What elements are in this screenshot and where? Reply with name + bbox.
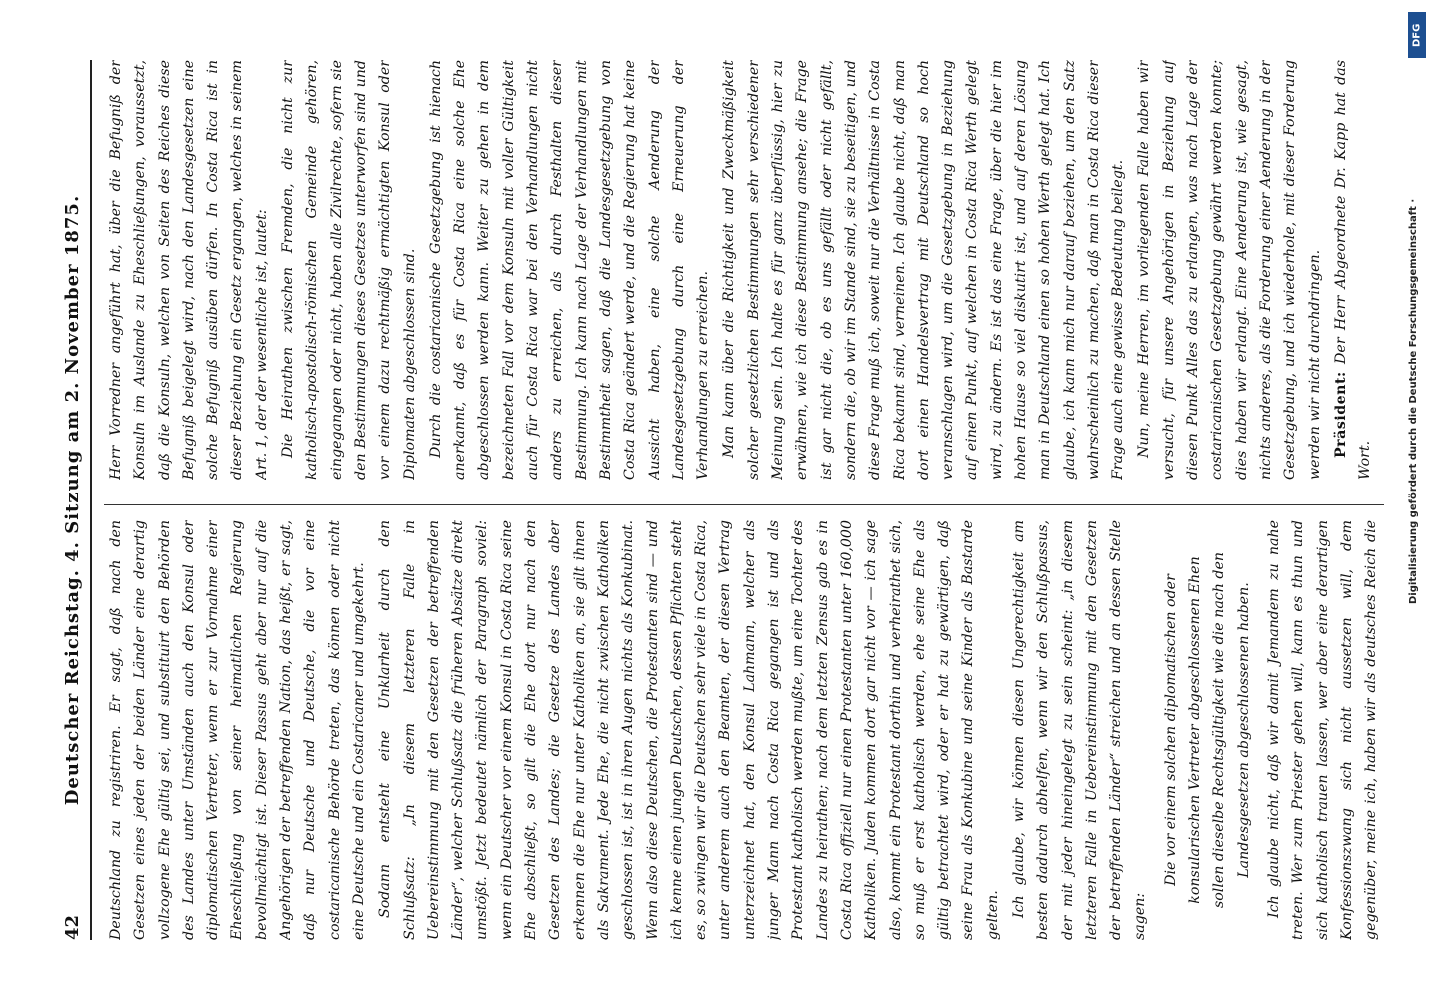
text-paragraph: Die Heirathen zwischen Fremden, die nicht zur katholisch-apostolisch-römischen Gemeinde gehören, eingegangen oder nicht, haben alle Zivilrechte, sofern sie den Bestimmungen dieses Gesetzes unterworfen sind und vor einem dazu rechtmäßig ermächtigten Konsul oder Diplomaten abgeschlossen sind.: [280, 60, 418, 480]
dfg-sidebar: [1406, 12, 1428, 992]
text-paragraph: Man kann über die Richtigkeit und Zweckmäßigkeit solcher gesetzlichen Bestimmungen sehr verschiedener Meinung sein. Ich halte es für ganz überflüssig, hier zu erwähnen, wie ich diese Bestimmung ansehe; die Frage ist gar nicht die, ob es uns gefällt oder nicht gefällt, sondern die, ob wir im Stande sind, sie zu beseitigen, und diese Frage muß ich, soweit nur die Verhältnisse in Costa Rica bekannt sind, verneinen. Ich glaube nicht, daß man dort einen Handelsvertrag mit Deutschland so hoch veranschlagen wird, um die Gesetzgebung in Beziehung auf einen Punkt, auf welchen in Costa Rica Werth gelegt wird, zu ändern. Es ist das eine Frage, über die hier im hohen Hause so viel diskutirt ist, und auf deren Lösung man in Deutschland einen so hohen Werth gelegt hat. Ich glaube, ich kann mich nur darauf beziehen, um den Satz wahrscheinlich zu machen, daß man in Costa Rica dieser Frage auch eine gewisse Bedeutung beilegt.: [721, 60, 1127, 480]
text-paragraph: Herr Vorredner angeführt hat, über die Befugniß der Konsuln im Auslande zu Eheschließungen, voraussetzt, daß die Konsuln, welchen von Seiten des Reiches diese Befugniß beigelegt wird, nach den Landesgesetzen eine solche Befugniß ausüben dürfen. In Costa Rica ist in dieser Beziehung ein Gesetz ergangen, welches in seinem Art. 1, der der wesentliche ist, lautet:: [108, 60, 270, 480]
page-number: 42: [62, 914, 83, 940]
text-paragraph: Durch die costaricanische Gesetzgebung ist hienach anerkannt, daß es für Costa Rica eine solche Ehe abgeschlossen werden kann. Weiter zu gehen in dem bezeichneten Fall vor dem Konsuln mit voller Gültigkeit auch für Costa Rica war bei den Verhandlungen nicht anders zu erreichen, als durch Festhalten dieser Bestimmung. Ich kann nach Lage der Verhandlungen mit Bestimmtheit sagen, daß die Landesgesetzgebung von Costa Rica geändert werde, und die Regierung hat keine Aussicht haben, eine solche Aenderung der Landesgesetzgebung durch eine Erneuerung der Verhandlungen zu erreichen.: [427, 60, 712, 480]
running-title: Deutscher Reichstag. 4. Sitzung am 2. November 1875.: [62, 194, 83, 806]
text-paragraph: Ich glaube, wir können diesen Ungerechtigkeit am besten dadurch abhelfen, wenn wir den Schlußpassus, der mit jeder hineingelegt zu sein scheint: „in diesem letzteren Falle in Uebereinstimmung mit den Gesetzen der betreffenden Länder“ streichen und an dessen Stelle sagen:: [1010, 520, 1149, 940]
left-text-column: [104, 520, 1384, 940]
speech-text: Der Herr Abgeordnete Dr. Kapp hat das Wort.: [1332, 60, 1374, 480]
speech-paragraph: [1329, 60, 1378, 480]
dfg-logo: DFG: [1408, 12, 1426, 58]
text-paragraph: Deutschland zu registriren. Er sagt, daß nach den Gesetzen eines jeden der beiden Länder eine derartig vollzogene Ehe gültig sei, und substituirt den Behörden des Landes unter Umständen auch den Konsul oder diplomatischen Vertreter, wenn er zur Vornahme einer Eheschließung von seiner heimatlichen Regierung bevollmächtigt ist. Dieser Passus geht aber nur auf die Angehörigen der betreffenden Nation, das heißt, er sagt, daß nur Deutsche und Deutsche, die vor eine costaricanische Behörde treten, das können oder nicht eine Deutsche und ein Costaricaner und umgekehrt.: [108, 520, 367, 940]
quoted-proposal: Die vor einem solchen diplomatischen oder konsularischen Vertreter abgeschlossenen Ehen sollen dieselbe Rechtsgültigkeit wie die nach den Landesgesetzen abgeschlossenen haben.: [1162, 551, 1252, 909]
digitization-note: Digitalisierung gefördert durch die Deutsche Forschungsgemeinschaft ·: [1408, 198, 1419, 604]
speaker-name: Präsident:: [1332, 371, 1349, 458]
newspaper-page: [16, 30, 1416, 970]
speech-paragraph: [1379, 60, 1384, 480]
page-header: [56, 60, 92, 940]
text-paragraph: Ich glaube nicht, daß wir damit Jemandem zu nahe treten. Wer zum Priester gehen will, kann es thun und sich katholisch trauen lassen, wer aber eine derartigen Konfessionszwang sich nicht aussetzen will, dem gegenüber, meine ich, haben wir als deutsches Reich die: [1265, 520, 1380, 940]
speaker-name: [1383, 243, 1384, 458]
column-divider: [104, 504, 1384, 505]
text-paragraph: Nun, meine Herren, im vorliegenden Falle haben wir versucht, für unsere Angehörigen in Beziehung auf diesen Punkt Alles das zu erlangen, was nach Lage der costaricanischen Gesetzgebung gewährt werden konnte; dies haben wir erlangt. Eine Aenderung ist, wie gesagt, nichts anderes, als die Forderung einer Aenderung in der Gesetzgebung, und ich wiederhole, mit dieser Forderung werden wir nicht durchdringen.: [1136, 60, 1323, 480]
text-paragraph: Sodann entsteht eine Unklarheit durch den Schlußsatz: „In diesem letzteren Falle in Uebereinstimmung mit den Gesetzen der betreffenden Länder“, welcher Schlußsatz die früheren Absätze direkt umstößt. Jetzt bedeutet nämlich der Paragraph soviel: wenn ein Deutscher vor einem Konsul in Costa Rica seine Ehe abschließt, so gilt die Ehe dort nur nach den Gesetzen des Landes; die Gesetze des Landes aber erkennen die Ehe nur unter Katholiken an, sie gilt ihnen als Sakrament. Jede Ehe, die nicht zwischen Katholiken geschlossen ist, ist in ihren Augen nichts als Konkubinat. Wenn also diese Deutschen, die Protestanten sind — und ich kenne einen jungen Deutschen, dessen Pflichten steht es, so zwingen wir die Deutschen sehr viele in Costa Rica, unter anderem auch den Beamten, der diesen Vertrag unterzeichnet hat, den Konsul Lahmann, welcher als junger Mann nach Costa Rica gegangen ist und als Protestant katholisch werden mußte, um eine Tochter des Landes zu heirathen; nach dem letzten Zensus gab es in Costa Rica offiziell nur einen Protestanten unter 160,000 Katholiken. Juden kommen dort gar nicht vor — ich sage also, kommt ein Protestant dorthin und verheirathet sich, so muß er erst katholisch werden, ehe seine Ehe als gültig betrachtet wird, oder er hat zu gewärtigen, daß seine Frau als Konkubine und seine Kinder als Bastarde gelten.: [377, 520, 1001, 940]
right-text-column: [104, 60, 1384, 480]
